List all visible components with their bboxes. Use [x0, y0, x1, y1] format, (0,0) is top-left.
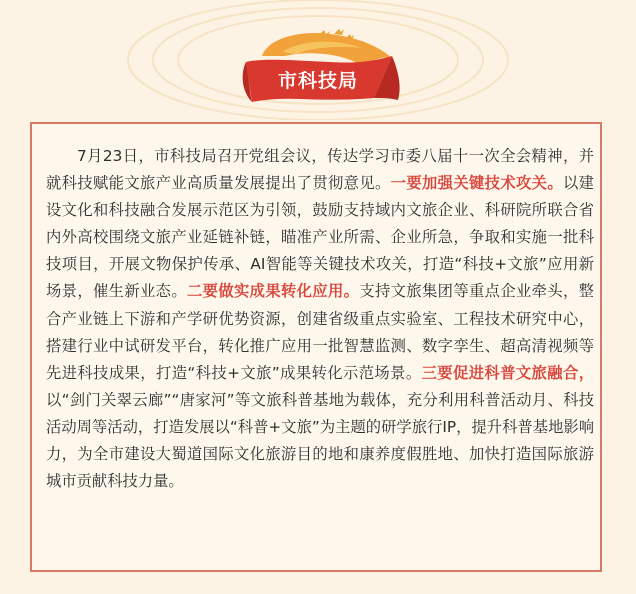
page-title: 市科技局 — [277, 70, 358, 92]
background-ring-decoration — [128, 0, 508, 120]
point1-heading: 一要加强关键技术攻关。 — [390, 174, 564, 193]
point3-heading: 三要促进科普文旅融合， — [421, 363, 594, 382]
point3-text: 以“剑门关翠云廊”“唐家河”等文旅科普基地为载体，充分利用科普活动月、科技活动周等活动，打造发展以“科普+文旅”为主题的研学旅行IP，提升科普基地影响力，为全市建设大蜀道国际文化旅游目的地和康养度假胜地、加快打造国际旅游城市贡献科技力量。 — [46, 390, 594, 491]
title-banner-emblem — [0, 0, 636, 120]
point2-text: 支持文旅集团等重点企业牵头，整合产业链上下游和产学研优势资源，创建省级重点实验室、工程技术研究中心，搭建行业中试研发平台，转化推广应用一批智慧监测、数字孪生、超高清视频等先进科技成果，打造“科技+文旅”成果转化示范场景。 — [46, 282, 594, 382]
point1-text: 以建设文化和科技融合发展示范区为引领，鼓励支持域内文旅企业、科研院所联合省内外高校围绕文旅产业延链补链，瞄准产业所需、企业所急，争取和实施一批科技项目，开展文物保护传承、AI智能等关键技术攻关，打造“科技+文旅”应用新场景，催生新业态。 — [46, 174, 594, 301]
article-intro: 7月23日，市科技局召开党组会议，传达学习市委八届十一次全会精神，并就科技赋能文旅产业高质量发展提出了贯彻意见。 — [46, 147, 594, 193]
point2-heading: 二要做实成果转化应用。 — [187, 282, 360, 301]
article-paragraph — [46, 143, 594, 495]
